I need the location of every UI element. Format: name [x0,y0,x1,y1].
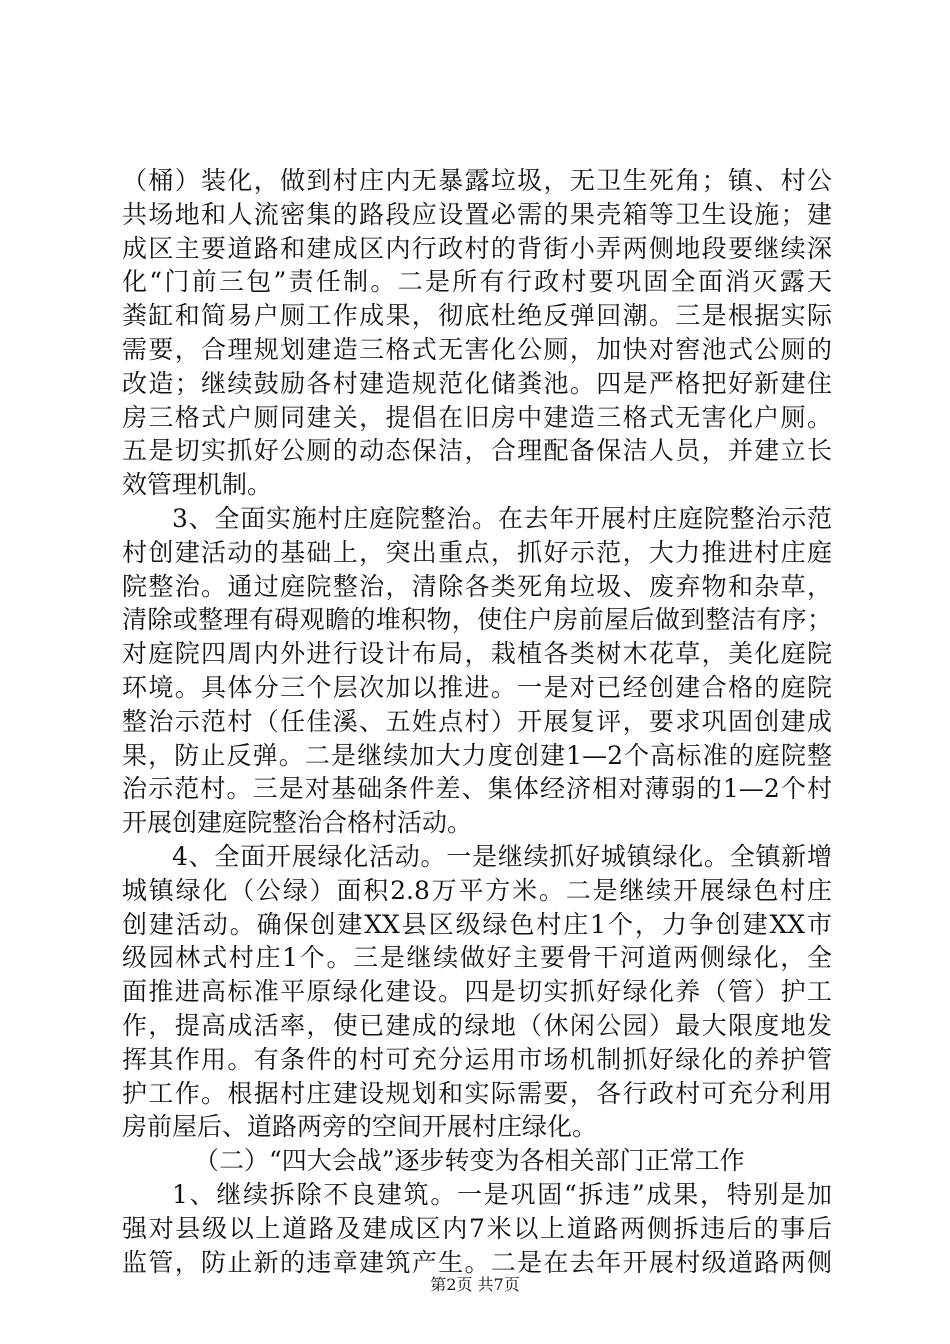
text-line: 改造；继续鼓励各村建造规范化储粪池。四是严格把好新建住 [122,368,832,398]
text-line: 村创建活动的基础上，突出重点，抓好示范，大力推进村庄庭 [122,537,832,567]
text-line: 治示范村。三是对基础条件差、集体经济相对薄弱的1—2个村 [122,774,832,804]
text-line: 整治示范村（任佳溪、五姓点村）开展复评，要求巩固创建成 [122,706,832,736]
text-line: 1、继续拆除不良建筑。一是巩固“拆违”成果，特别是加 [172,1179,832,1209]
text-line: 监管，防止新的违章建筑产生。二是在去年开展村级道路两侧 [122,1247,832,1277]
text-line: 挥其作用。有条件的村可充分运用市场机制抓好绿化的养护管 [122,1044,832,1074]
text-line: （桶）装化，做到村庄内无暴露垃圾，无卫生死角；镇、村公 [122,166,832,195]
text-line: 4、全面开展绿化活动。一是继续抓好城镇绿化。全镇新增 [172,841,832,871]
text-line: 需要，合理规划建造三格式无害化公厕，加快对窖池式公厕的 [122,334,832,364]
text-line: 房三格式户厕同建关，提倡在旧房中建造三格式无害化户厕。 [122,402,832,432]
section-heading: （二）“四大会战”逐步转变为各相关部门正常工作 [194,1146,745,1176]
text-line: 护工作。根据村庄建设规划和实际需要，各行政村可充分利用 [122,1078,832,1108]
text-line: 强对县级以上道路及建成区内7米以上道路两侧拆违后的事后 [122,1213,832,1243]
text-line: 化“门前三包”责任制。二是所有行政村要巩固全面消灭露天 [122,267,832,297]
text-line: 房前屋后、道路两旁的空间开展村庄绿化。 [122,1112,598,1142]
page-footer: 第2页 共7页 [430,1275,520,1294]
text-line: 五是切实抓好公厕的动态保洁，合理配备保洁人员，并建立长 [122,436,832,466]
text-line: 环境。具体分三个层次加以推进。一是对已经创建合格的庭院 [122,672,832,702]
text-line: 面推进高标准平原绿化建设。四是切实抓好绿化养（管）护工 [122,977,832,1007]
text-line: 城镇绿化（公绿）面积2.8万平方米。二是继续开展绿色村庄 [122,875,832,905]
text-line: 级园林式村庄1个。三是继续做好主要骨干河道两侧绿化，全 [122,943,832,973]
text-line: 院整治。通过庭院整治，清除各类死角垃圾、废弃物和杂草， [122,571,832,601]
text-line: 清除或整理有碍观瞻的堆积物，使住户房前屋后做到整洁有序； [122,605,832,635]
text-line: 对庭院四周内外进行设计布局，栽植各类树木花草，美化庭院 [122,639,832,669]
text-line: 3、全面实施村庄庭院整治。在去年开展村庄庭院整治示范 [172,503,832,533]
text-line: 共场地和人流密集的路段应设置必需的果壳箱等卫生设施；建 [122,199,832,229]
text-line: 粪缸和简易户厕工作成果，彻底杜绝反弹回潮。三是根据实际 [122,301,832,331]
text-line: 创建活动。确保创建XX县区级绿色村庄1个，力争创建XX市 [122,909,832,939]
document-body [122,164,832,1279]
text-line: 果，防止反弹。二是继续加大力度创建1—2个高标准的庭院整 [122,740,832,770]
text-line: 开展创建庭院整治合格村活动。 [122,808,473,838]
text-line: 效管理机制。 [122,470,273,500]
text-line: 成区主要道路和建成区内行政村的背街小弄两侧地段要继续深 [122,233,832,263]
text-line: 作，提高成活率，使已建成的绿地（休闲公园）最大限度地发 [122,1010,832,1040]
